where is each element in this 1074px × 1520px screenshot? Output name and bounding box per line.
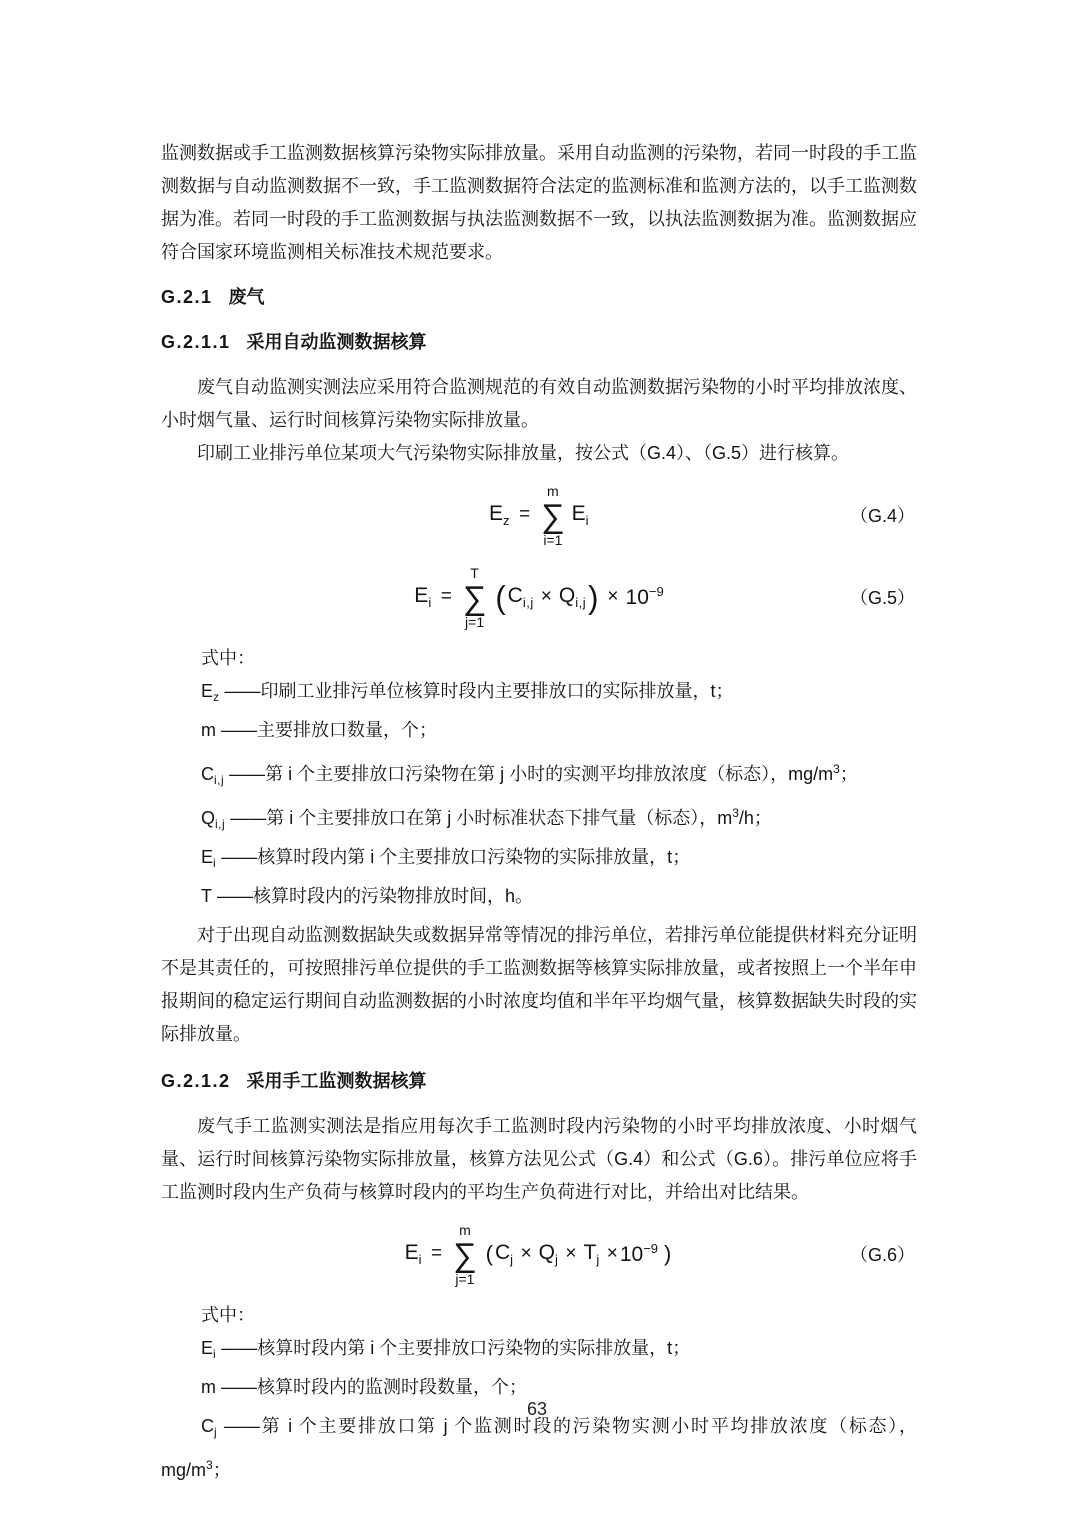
summation-lower-limit: j=1 [455, 1270, 475, 1287]
definition-symbol: E [201, 1338, 214, 1358]
definition-symbol: Q [201, 808, 216, 828]
section-title: 废气 [228, 287, 265, 307]
formula-term [489, 502, 510, 528]
formula-term [584, 1241, 600, 1267]
section-heading-g2-1 [161, 281, 917, 314]
where-label: 式中： [201, 1305, 255, 1325]
formula-subscript: i [585, 513, 590, 528]
open-paren: ( [485, 1241, 493, 1266]
definition-item [161, 1410, 917, 1487]
definition-text: /h； [738, 808, 772, 828]
summation-upper-limit: T [470, 564, 479, 581]
definition-symbol: E [201, 681, 214, 701]
formula-g4-math [489, 484, 589, 547]
formula-symbol: 10 [625, 586, 649, 609]
multiply-sign: × [606, 1243, 618, 1264]
formula-term [405, 1241, 422, 1267]
formula-g6 [161, 1217, 917, 1291]
definition-text: ——第 i 个主要排放口在第 j 小时标准状态下排气量（标态），m [225, 808, 733, 828]
close-paren: ) [588, 578, 599, 616]
section-heading-g2-1-2 [161, 1065, 917, 1098]
definition-item [161, 1332, 917, 1371]
section-heading-g2-1-1 [161, 326, 917, 359]
multiply-sign: × [520, 1243, 532, 1264]
definition-text: ； [839, 764, 858, 784]
formula-g6-math [405, 1223, 674, 1286]
formula-superscript: −9 [648, 584, 664, 599]
formula-g6-label: （G.6） [849, 1245, 915, 1265]
paragraph-formula-intro: 印刷工业排污单位某项大气污染物实际排放量，按公式（G.4）、（G.5）进行核算。 [197, 443, 850, 463]
open-paren: ( [495, 578, 506, 616]
formula-superscript: −9 [643, 1241, 659, 1256]
formula-symbol: E [404, 1241, 419, 1264]
close-paren: ) [664, 1241, 672, 1266]
definition-superscript: 3 [206, 1458, 213, 1472]
formula-subscript: z [502, 513, 510, 528]
formula-symbol: T [583, 1241, 597, 1264]
definition-symbol: m [201, 1377, 216, 1397]
formula-symbol: E [571, 502, 586, 525]
sigma-icon: ∑ [541, 496, 565, 534]
formula-term [539, 1241, 559, 1267]
definition-subscript: z [213, 690, 220, 704]
formula-term [626, 584, 664, 610]
formula-term [495, 1241, 514, 1267]
definition-text: ——印刷工业排污单位核算时段内主要排放口的实际排放量，t； [219, 681, 734, 701]
summation-lower-limit: j=1 [465, 613, 485, 630]
definition-symbol: T [201, 886, 212, 906]
sigma-icon: ∑ [462, 578, 487, 616]
paragraph-auto-monitoring: 废气自动监测实测法应采用符合监测规范的有效自动监测数据污染物的小时平均排放浓度、小时烟气量、运行时间核算污染物实际排放量。 [161, 377, 917, 430]
formula-term [572, 502, 589, 528]
formula-term [559, 584, 586, 610]
formula-symbol: C [495, 1241, 511, 1264]
section-number: G.2.1.1 [161, 332, 231, 352]
formula-symbol: Q [538, 1241, 556, 1264]
definition-superscript: 3 [833, 762, 840, 776]
formula-subscript: i,j [575, 595, 587, 610]
definition-item [161, 714, 917, 753]
paragraph-monitoring-data: 监测数据或手工监测数据核算污染物实际排放量。采用自动监测的污染物，若同一时段的手工监测数据与自动监测数据不一致，手工监测数据符合法定的监测标准和监测方法的，以手工监测数据为准。若同一时段的手工监测数据与执法监测数据不一致，以执法监测数据为准。监测数据应符合国家环境监测相关标准技术规范要求。 [161, 143, 917, 262]
formula-g5 [161, 560, 917, 634]
formula-symbol: E [414, 584, 429, 607]
definition-text: ——核算时段内第 i 个主要排放口污染物的实际排放量，t； [216, 847, 691, 867]
definition-item [161, 675, 917, 714]
definition-symbol: E [201, 847, 214, 867]
summation [541, 484, 565, 547]
formula-g5-math [414, 566, 663, 629]
definition-text: ——核算时段内的监测时段数量，个； [216, 1377, 527, 1397]
multiply-sign: × [540, 586, 552, 607]
formula-subscript: j [555, 1252, 559, 1267]
definition-subscript: j [214, 1425, 218, 1439]
definition-subscript: i [213, 856, 217, 870]
definition-symbol: m [201, 720, 216, 740]
page-number: 63 [526, 1399, 548, 1419]
equals-sign: = [431, 1243, 443, 1264]
section-number: G.2.1.2 [161, 1071, 231, 1091]
formula-term [414, 584, 431, 610]
equals-sign: = [440, 586, 452, 607]
formula-subscript: i [418, 1252, 423, 1267]
section-title: 采用自动监测数据核算 [246, 332, 427, 352]
definition-superscript: 3 [732, 806, 739, 820]
sigma-icon: ∑ [453, 1235, 477, 1273]
page-content [161, 137, 917, 1487]
formula-g5-label: （G.5） [849, 588, 915, 608]
summation-lower-limit: i=1 [543, 531, 563, 548]
multiply-sign: × [607, 586, 619, 607]
formula-symbol: Q [558, 584, 576, 607]
summation-upper-limit: m [459, 1221, 471, 1238]
multiply-sign: × [565, 1243, 577, 1264]
formula-subscript: j [596, 1252, 600, 1267]
definition-text: ； [212, 1460, 231, 1480]
definition-text: ——核算时段内第 i 个主要排放口污染物的实际排放量，t； [216, 1338, 691, 1358]
formula-g4 [161, 478, 917, 552]
equals-sign: = [518, 504, 531, 525]
definition-symbol: C [201, 1416, 214, 1436]
formula-term [620, 1241, 658, 1267]
definition-item [161, 841, 917, 880]
section-number: G.2.1 [161, 287, 213, 307]
formula-subscript: i [428, 595, 432, 610]
definition-subscript: i,j [214, 773, 225, 787]
paragraph-missing-data: 对于出现自动监测数据缺失或数据异常等情况的排污单位，若排污单位能提供材料充分证明不是其责任的，可按照排污单位提供的手工监测数据等核算实际排放量，或者按照上一个半年申报期间的稳定运行期间自动监测数据的小时浓度均值和半年平均烟气量，核算数据缺失时段的实际排放量。 [161, 925, 917, 1044]
formula-symbol: C [507, 584, 523, 607]
definition-subscript: i [213, 1347, 217, 1361]
definition-text: ——第 i 个主要排放口第 j 个监测时段的污染物实测小时平均排放浓度（标态），mg/m [161, 1416, 917, 1480]
section-title: 采用手工监测数据核算 [246, 1071, 427, 1091]
definition-item [161, 880, 917, 919]
definition-subscript: i,j [215, 817, 226, 831]
summation [463, 566, 487, 629]
definition-item [161, 797, 917, 841]
formula-term [508, 584, 534, 610]
where-label: 式中： [201, 648, 255, 668]
formula-subscript: j [510, 1252, 514, 1267]
formula-symbol: 10 [619, 1243, 644, 1266]
definition-text: ——主要排放口数量，个； [216, 720, 437, 740]
definition-text: ——核算时段内的污染物排放时间，h。 [212, 886, 534, 906]
formula-g4-label: （G.4） [849, 506, 915, 526]
definition-item [161, 753, 917, 797]
paragraph-manual-monitoring: 废气手工监测实测法是指应用每次手工监测时段内污染物的小时平均排放浓度、小时烟气量、运行时间核算污染物实际排放量，核算方法见公式（G.4）和公式（G.6）。排污单位应将手工监测时段内生产负荷与核算时段内的平均生产负荷进行对比，并给出对比结果。 [161, 1116, 917, 1202]
summation [453, 1223, 477, 1286]
definition-text: ——第 i 个主要排放口污染物在第 j 小时的实测平均排放浓度（标态），mg/m [224, 764, 834, 784]
formula-symbol: E [488, 502, 503, 525]
summation-upper-limit: m [547, 482, 559, 499]
formula-subscript: i,j [522, 595, 534, 610]
definition-symbol: C [201, 764, 214, 784]
